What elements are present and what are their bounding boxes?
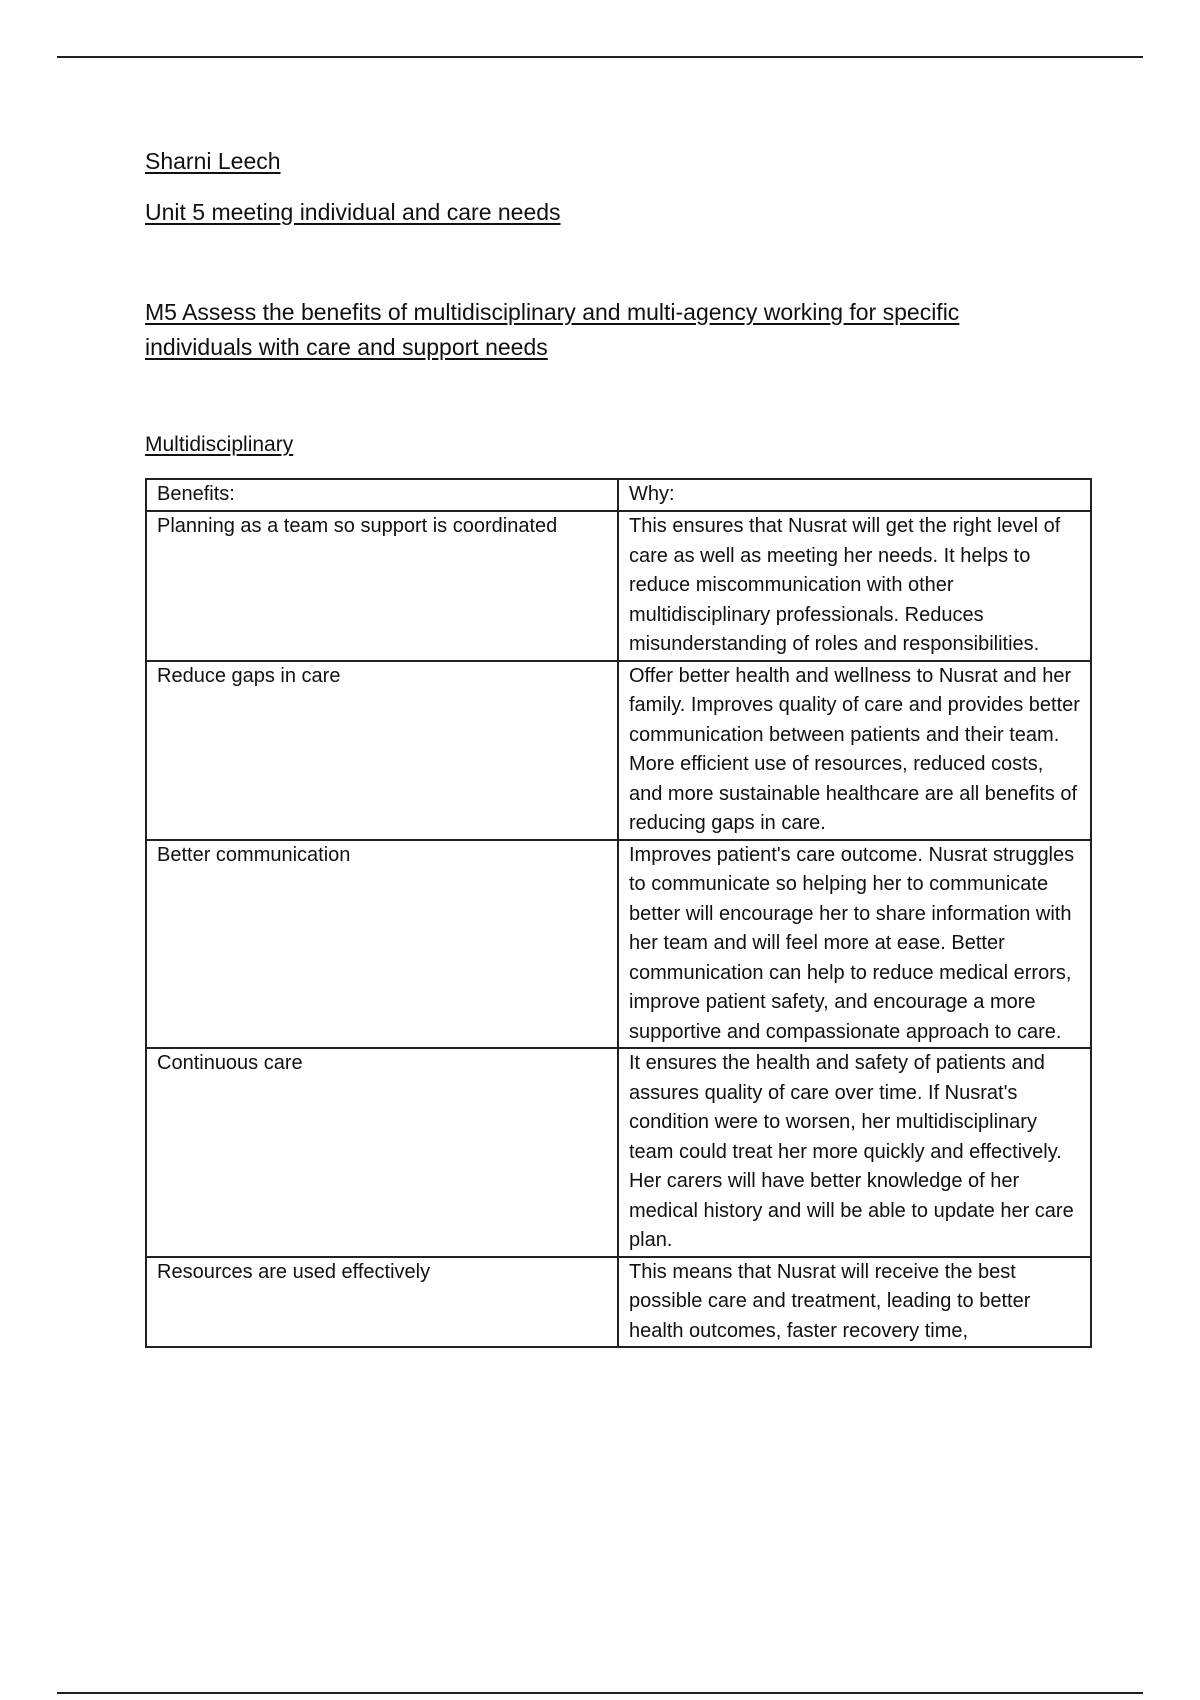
why-cell: Offer better health and wellness to Nusrat and her family. Improves quality of care and provides better communication between patients and their team. More efficient use of resources, reduced costs, and more sustainable healthcare are all benefits of reducing gaps in care. <box>618 661 1091 840</box>
table-row <box>146 511 1091 661</box>
section-title: Multidisciplinary <box>145 433 294 456</box>
why-cell: It ensures the health and safety of patients and assures quality of care over time. If Nusrat's condition were to worsen, her multidisciplinary team could treat her more quickly and effectively. Her carers will have better knowledge of her medical history and will be able to update her care plan. <box>618 1048 1091 1257</box>
why-cell: This ensures that Nusrat will get the right level of care as well as meeting her needs. It helps to reduce miscommunication with other multidisciplinary professionals. Reduces misunderstanding of roles and responsibilities. <box>618 511 1091 661</box>
author-name: Sharni Leech <box>145 148 281 174</box>
header-benefits: Benefits: <box>146 479 618 511</box>
benefit-cell: Reduce gaps in care <box>146 661 618 840</box>
why-cell: Improves patient's care outcome. Nusrat struggles to communicate so helping her to communicate better will encourage her to share information with her team and will feel more at ease. Better communication can help to reduce medical errors, improve patient safety, and encourage a more supportive and compassionate approach to care. <box>618 840 1091 1049</box>
table-row <box>146 661 1091 840</box>
table-row <box>146 1048 1091 1257</box>
benefit-cell: Better communication <box>146 840 618 1049</box>
benefit-cell: Resources are used effectively <box>146 1257 618 1348</box>
benefit-cell: Planning as a team so support is coordinated <box>146 511 618 661</box>
table-row <box>146 840 1091 1049</box>
unit-title: Unit 5 meeting individual and care needs <box>145 199 561 225</box>
table-row <box>146 1257 1091 1348</box>
benefits-table <box>145 478 1092 1348</box>
task-title: M5 Assess the benefits of multidisciplinary and multi-agency working for specific individuals with care and support needs <box>145 299 960 360</box>
page-top-rule <box>57 56 1143 58</box>
table-header-row <box>146 479 1091 511</box>
why-cell: This means that Nusrat will receive the best possible care and treatment, leading to better health outcomes, faster recovery time, <box>618 1257 1091 1348</box>
benefit-cell: Continuous care <box>146 1048 618 1257</box>
page-bottom-rule <box>57 1692 1143 1694</box>
header-why: Why: <box>618 479 1091 511</box>
